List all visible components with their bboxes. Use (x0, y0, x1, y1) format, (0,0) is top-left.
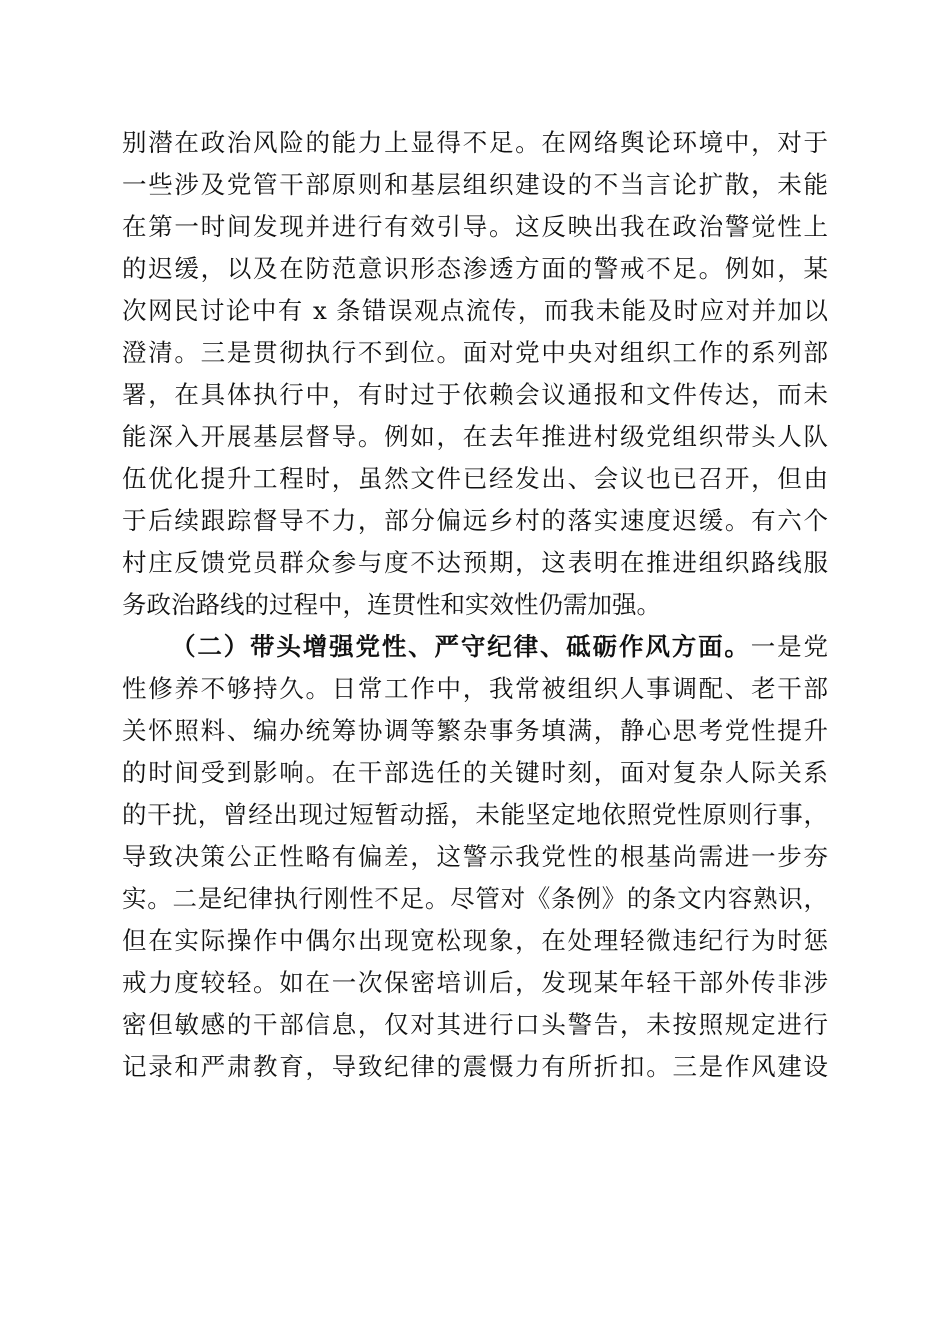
paragraph-text: 一是党 (750, 632, 829, 661)
paragraph-line: 的时间受到影响。在干部选任的关键时刻，面对复杂人际关系 (122, 758, 828, 787)
section-heading-line (171, 627, 828, 667)
paragraph-line: 于后续跟踪督导不力，部分偏远乡村的落实速度迟缓。有六个 (122, 506, 828, 535)
paragraph-line: 务政治路线的过程中，连贯性和实效性仍需加强。 (122, 590, 661, 619)
paragraph-line: 别潜在政治风险的能力上显得不足。在网络舆论环境中，对于 (122, 128, 828, 157)
paragraph-line: 但在实际操作中偶尔出现宽松现象，在处理轻微违纪行为时惩 (122, 926, 828, 955)
paragraph-line: 实。二是纪律执行刚性不足。尽管对《条例》的条文内容熟识， (122, 884, 828, 913)
paragraph-line: 在第一时间发现并进行有效引导。这反映出我在政治警觉性上 (122, 212, 828, 241)
paragraph-line: 署，在具体执行中，有时过于依赖会议通报和文件传达，而未 (122, 380, 828, 409)
paragraph-line: 导致决策公正性略有偏差，这警示我党性的根基尚需进一步夯 (122, 842, 828, 871)
paragraph-line: 一些涉及党管干部原则和基层组织建设的不当言论扩散，未能 (122, 170, 828, 199)
paragraph-line: 记录和严肃教育，导致纪律的震慑力有所折扣。三是作风建设 (122, 1052, 828, 1081)
paragraph-line: 戒力度较轻。如在一次保密培训后，发现某年轻干部外传非涉 (122, 968, 828, 997)
section-heading: （二）带头增强党性、严守纪律、砥砺作风方面。 (171, 632, 751, 661)
paragraph-line: 的干扰，曾经出现过短暂动摇，未能坚定地依照党性原则行事， (122, 800, 828, 829)
paragraph-line: 伍优化提升工程时，虽然文件已经发出、会议也已召开，但由 (122, 464, 828, 493)
paragraph-line: 性修养不够持久。日常工作中，我常被组织人事调配、老干部 (122, 674, 828, 703)
paragraph-line: 澄清。三是贯彻执行不到位。面对党中央对组织工作的系列部 (122, 338, 828, 367)
paragraph-line: 村庄反馈党员群众参与度不达预期，这表明在推进组织路线服 (122, 548, 828, 577)
paragraph-line: 的迟缓，以及在防范意识形态渗透方面的警戒不足。例如，某 (122, 254, 828, 283)
paragraph-line: 密但敏感的干部信息，仅对其进行口头警告，未按照规定进行 (122, 1010, 828, 1039)
paragraph-line: 能深入开展基层督导。例如，在去年推进村级党组织带头人队 (122, 422, 828, 451)
paragraph-line: 次网民讨论中有 x 条错误观点流传，而我未能及时应对并加以 (122, 296, 828, 325)
paragraph-line: 关怀照料、编办统筹协调等繁杂事务填满，静心思考党性提升 (122, 716, 828, 745)
